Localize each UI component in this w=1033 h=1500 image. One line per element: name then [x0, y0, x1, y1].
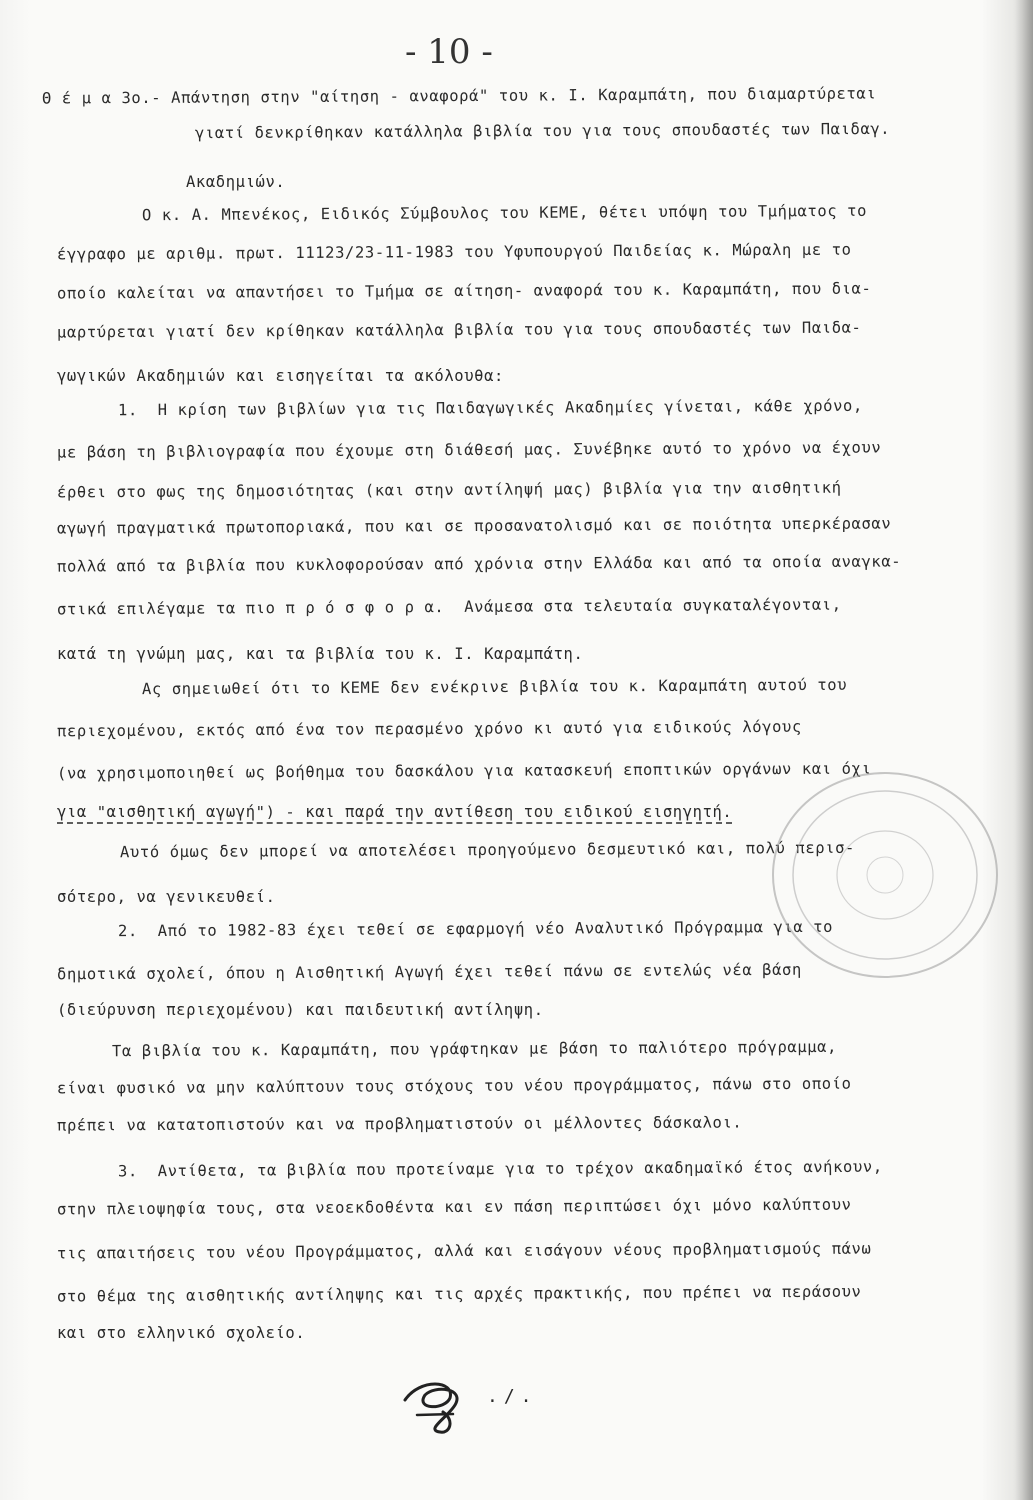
note-line: περιεχομένου, εκτός από ένα τον περασμένο χρόνο κι αυτό για ειδικούς λόγους [56, 717, 802, 741]
point-3-line: στο θέμα της αισθητικής αντίληψης και τις αρχές πρακτικής, που πρέπει να περάσουν [56, 1282, 862, 1306]
point-2-line: Τα βιβλία του κ. Καραμπάτη, που γράφτηκαν με βάση το παλιότερο πρόγραμμα, [111, 1037, 838, 1061]
page-number: - 10 - [405, 32, 493, 72]
note-line: Αυτό όμως δεν μπορεί να αποτελέσει προηγούμενο δεσμευτικό και, πολύ περισ- [119, 838, 855, 862]
point-3-line: και στο ελληνικό σχολείο. [57, 1324, 306, 1342]
point-2-line: 2. Από το 1982-83 έχει τεθεί σε εφαρμογή νέο Αναλυτικό Πρόγραμμα για το [117, 917, 834, 941]
official-seal [755, 760, 1005, 990]
point-1-line: πολλά από τα βιβλία που κυκλοφορούσαν από χρόνια στην Ελλάδα και από τα οποία αναγκα- [56, 552, 902, 576]
point-1-line: κατά τη γνώμη μας, και τα βιβλία του κ. Ι. Καραμπάτη. [57, 645, 584, 663]
point-1-line: 1. Η κρίση των βιβλίων για τις Παιδαγωγικές Ακαδημίες γίνεται, κάθε χρόνο, [117, 396, 863, 420]
point-2-line: είναι φυσικό να μην καλύπτουν τους στόχους του νέου προγράμματος, πάνω στο οποίο [56, 1074, 852, 1098]
point-3-line: 3. Αντίθετα, τα βιβλία που προτείναμε για το τρέχον ακαδημαϊκό έτος ανήκουν, [117, 1157, 883, 1181]
note-line: Ας σημειωθεί ότι το ΚΕΜΕ δεν ενέκρινε βιβλία του κ. Καραμπάτη αυτού του [141, 675, 848, 699]
point-1-line: με βάση τη βιβλιογραφία που έχουμε στη διάθεσή μας. Συνέβηκε αυτό το χρόνο να έχουν [56, 438, 882, 462]
subject-line: Ακαδημιών. [186, 173, 286, 191]
subject-line: Θ έ μ α 3ο.- Απάντηση στην "αίτηση - αναφορά" του κ. Ι. Καραμπάτη, που διαμαρτύρεται [41, 84, 877, 108]
note-line: (να χρησιμοποιηθεί ως βοήθημα του δασκάλου για κατασκευή εποπτικών οργάνων και όχι [56, 759, 872, 783]
paragraph-line: γωγικών Ακαδημιών και εισηγείται τα ακόλουθα: [57, 367, 504, 385]
paragraph-line: έγγραφο με αριθμ. πρωτ. 11123/23-11-1983 του Υφυπουργού Παιδείας κ. Μώραλη με το [56, 240, 852, 264]
point-2-line: δημοτικά σχολεί, όπου η Αισθητική Αγωγή έχει τεθεί πάνω σε εντελώς νέα βάση [56, 960, 802, 984]
point-1-line: αγωγή πραγματικά πρωτοποριακά, που και σε προσανατολισμό και σε ποιότητα υπερκέρασαν [56, 514, 892, 538]
continuation-mark: ./. [487, 1386, 538, 1407]
note-line: σότερο, να γενικευθεί. [57, 888, 276, 906]
point-1-line: έρθει στο φως της δημοσιότητας (και στην αντίληψή μας) βιβλία για την αισθητική [56, 478, 842, 502]
subject-line: γιατί δενκρίθηκαν κατάλληλα βιβλία του για τους σπουδαστές των Παιδαγ. [194, 119, 891, 143]
page-edge [1015, 0, 1033, 1500]
note-line: για "αισθητική αγωγή") - και παρά την αντίθεση του ειδικού εισηγητή. [57, 803, 733, 821]
point-2-line: πρέπει να κατατοπιστούν και να προβληματιστούν οι μέλλοντες δάσκαλοι. [56, 1113, 743, 1135]
paragraph-line: Ο κ. Α. Μπενέκος, Ειδικός Σύμβουλος του ΚΕΜΕ, θέτει υπόψη του Τμήματος το [141, 201, 868, 225]
paragraph-line: οποίο καλείται να απαντήσει το Τμήμα σε αίτηση- αναφορά του κ. Καραμπάτη, που δια- [56, 279, 872, 303]
point-1-line: στικά επιλέγαμε τα πιο π ρ ό σ φ ο ρ α. Ανάμεσα στα τελευταία συγκαταλέγονται, [56, 595, 842, 619]
paragraph-line: μαρτύρεται γιατί δεν κρίθηκαν κατάλληλα βιβλία του για τους σπουδαστές των Παιδα- [56, 318, 862, 342]
point-3-line: τις απαιτήσεις του νέου Προγράμματος, αλλά και εισάγουν νέους προβληματισμούς πάνω [56, 1239, 872, 1263]
point-2-line: (διεύρυνση περιεχομένου) και παιδευτική αντίληψη. [57, 1001, 544, 1019]
point-3-line: στην πλειοψηφία τους, στα νεοεκδοθέντα και εν πάση περιπτώσει όχι μόνο καλύπτουν [56, 1195, 852, 1219]
